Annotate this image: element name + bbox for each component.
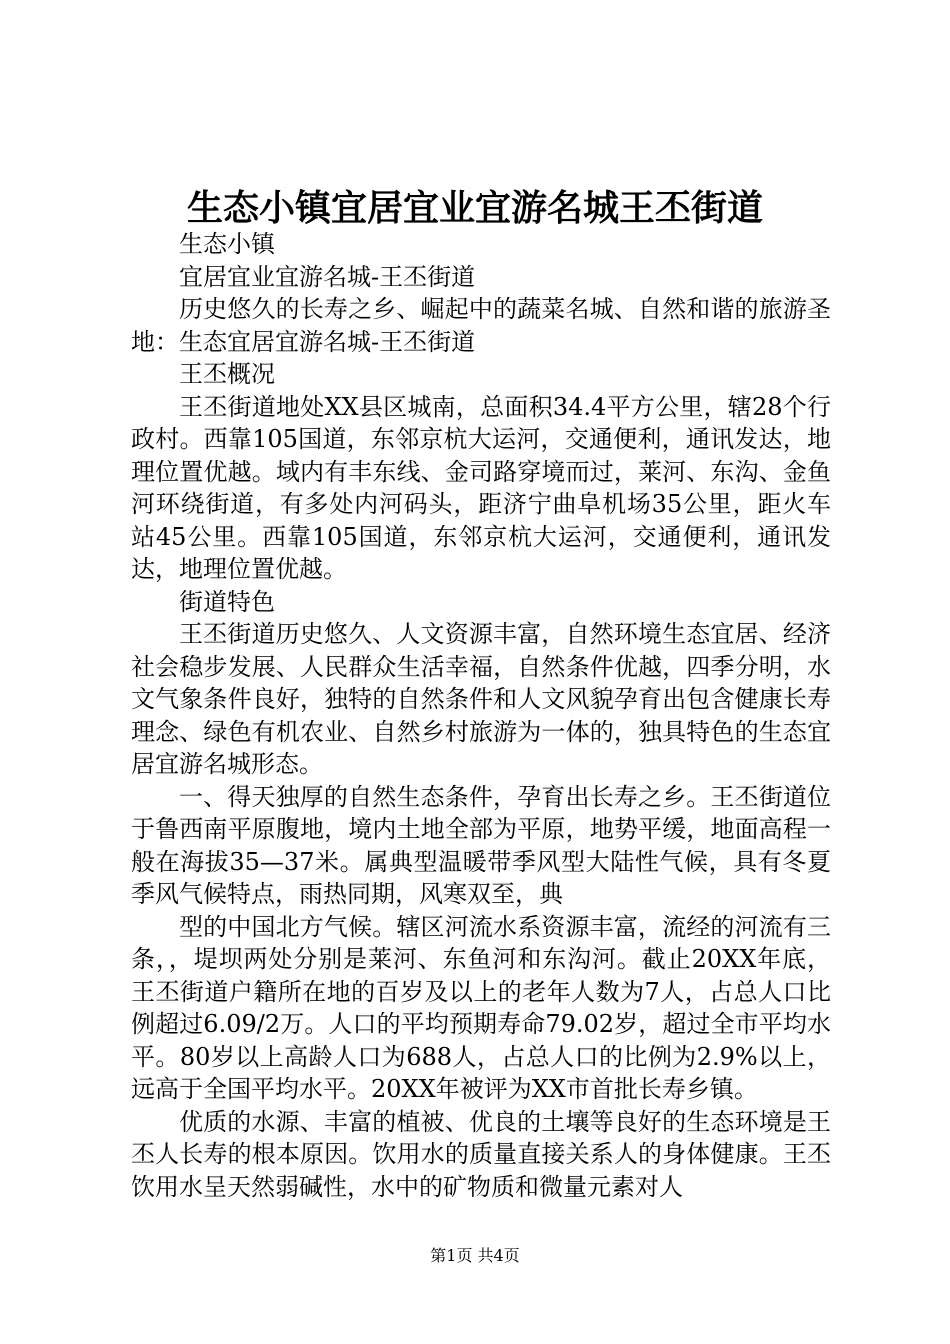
paragraph-overview: 王丕街道地处XX县区城南，总面积34.4平方公里，辖28个行政村。西靠105国道，东邻京杭大运河，交通便利，通讯发达，地理位置优越。域内有丰东线、金司路穿境而过，莱河、东沟、金鱼河环绕街道，有多处内河码头，距济宁曲阜机场35公里，距火车站45公里。西靠105国道，东邻京杭大运河，交通便利，通讯发达，地理位置优越。 [131,392,831,583]
paragraph-intro: 历史悠久的长寿之乡、崛起中的蔬菜名城、自然和谐的旅游圣地：生态宜居宜游名城-王丕街道 [131,295,831,356]
paragraph-subtitle-1: 生态小镇 [179,230,275,258]
document-title: 生态小镇宜居宜业宜游名城王丕街道 [186,187,763,229]
paragraph-environment: 优质的水源、丰富的植被、优良的土壤等良好的生态环境是王丕人长寿的根本原因。饮用水的质量直接关系人的身体健康。王丕饮用水呈天然弱碱性，水中的矿物质和微量元素对人 [131,1107,831,1201]
paragraph-natural-conditions: 一、得天独厚的自然生态条件，孕育出长寿之乡。王丕街道位于鲁西南平原腹地，境内土地全部为平原，地势平缓，地面高程一般在海拔35—37米。属典型温暖带季风型大陆性气候，具有冬夏季风气候特点，雨热同期，风寒双至，典 [131,782,831,908]
paragraph-subtitle-2: 宜居宜业宜游名城-王丕街道 [179,262,476,291]
section-heading-features: 街道特色 [179,587,275,616]
paragraph-longevity: 型的中国北方气候。辖区河流水系资源丰富，流经的河流有三条，，堤坝两处分别是莱河、东鱼河和东沟河。截止20XX年底，王丕街道户籍所在地的百岁及以上的老年人数为7人，占总人口比例超过6.09/2万。人口的平均预期寿命79.02岁，超过全市平均水平。80岁以上高龄人口为688人，占总人口的比例为2.9%以上，远高于全国平均水平。20XX年被评为XX市首批长寿乡镇。 [131,912,831,1103]
section-heading-overview: 王丕概况 [179,360,275,388]
page-number-footer: 第1页 共4页 [430,1246,520,1265]
paragraph-features: 王丕街道历史悠久、人文资源丰富，自然环境生态宜居、经济社会稳步发展、人民群众生活幸福，自然条件优越，四季分明，水文气象条件良好，独特的自然条件和人文风貌孕育出包含健康长寿理念、绿色有机农业、自然乡村旅游为一体的，独具特色的生态宜居宜游名城形态。 [131,620,831,778]
document-body [131,228,831,1203]
